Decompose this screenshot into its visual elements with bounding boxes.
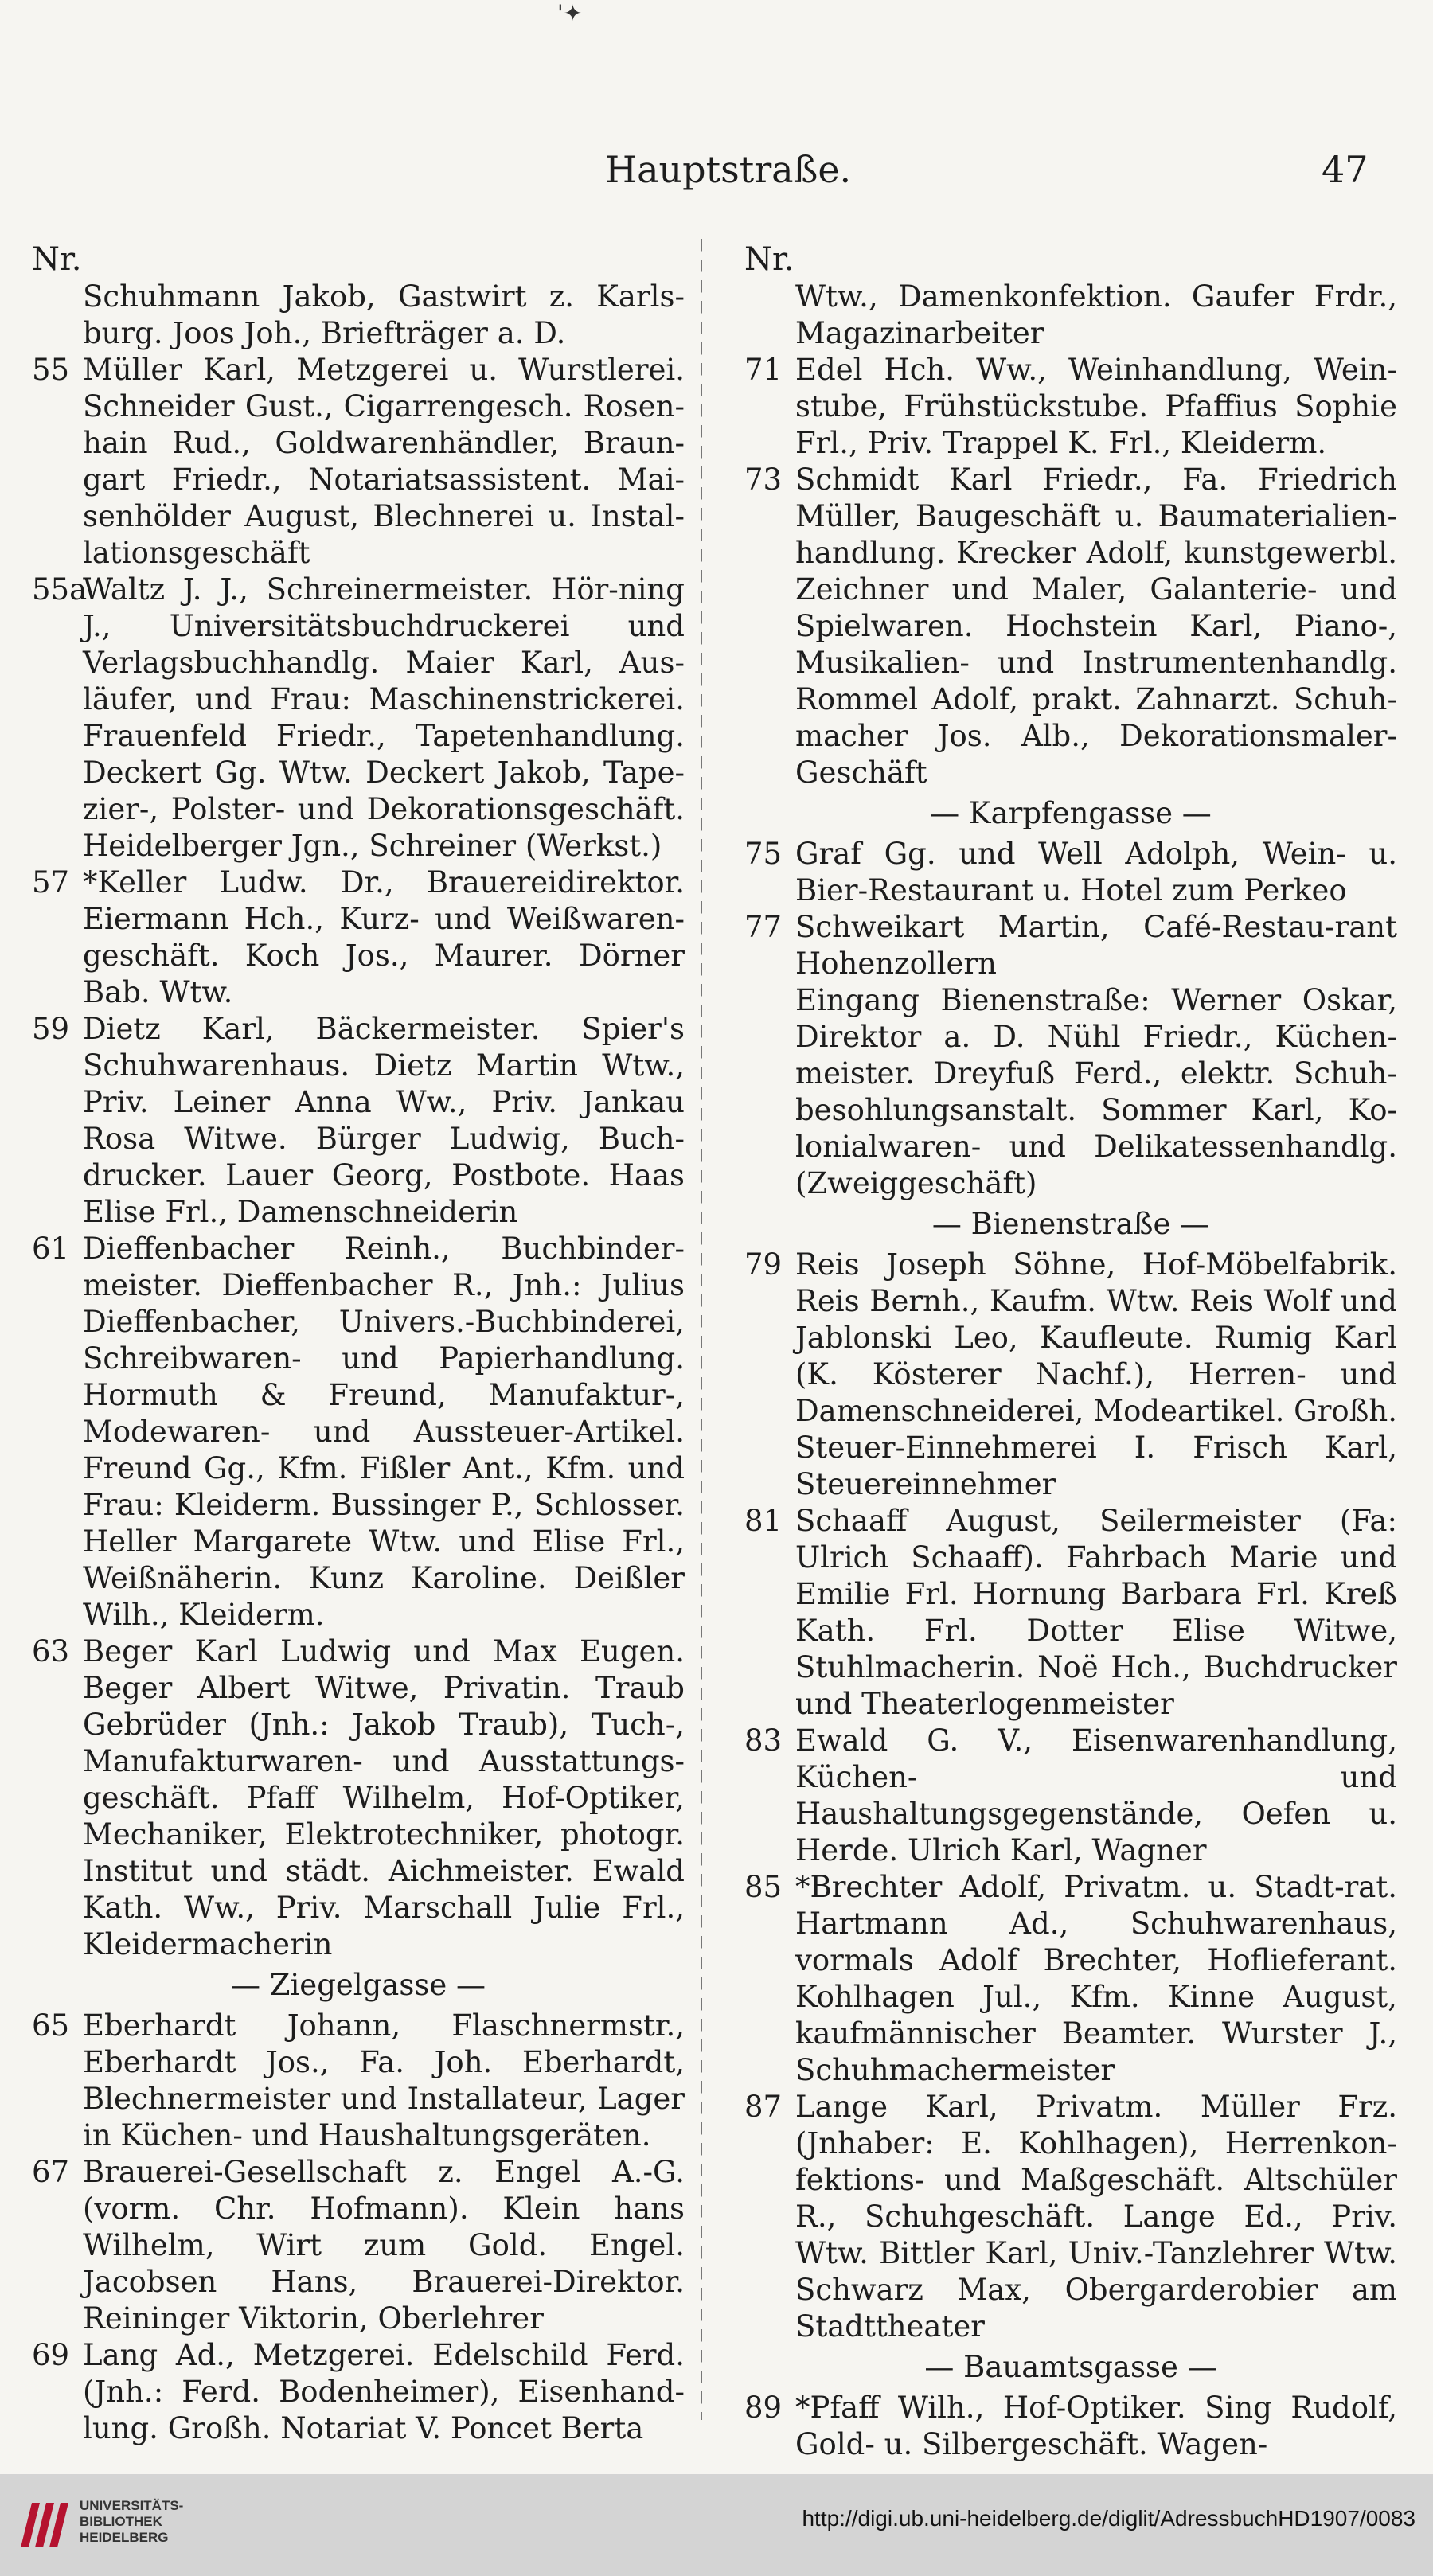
- left-column: [32, 240, 685, 2447]
- entry-text: Eingang Bienenstraße: Werner Oskar, Direktor a. D. Nühl Friedr., Küchen-meister. Dreyfuß Ferd., elektr. Schuh-besohlungsanstalt. Sommer Karl, Ko-lonialwaren- und Delikatessenhandlg. (Zweiggeschäft): [795, 983, 1397, 1200]
- right-entries: [744, 279, 1397, 2463]
- entry-text: Dieffenbacher Reinh., Buchbinder-meister. Dieffenbacher R., Jnh.: Julius Dieffenbacher, Univers.-Buchbinderei, Schreibwaren- und Papierhandlung. Hormuth & Freund, Manufaktur-, Modewaren- und Aussteuer-Artikel. Freund Gg., Kfm. Fißler Ant., Kfm. und Frau: Kleiderm. Bussinger P., Schlosser. Heller Margarete Wtw. und Elise Frl., Weißnäherin. Kunz Karoline. Deißler Wilh., Kleiderm.: [83, 1231, 685, 1632]
- library-name-line: HEIDELBERG: [80, 2530, 169, 2545]
- entry-text: Schmidt Karl Friedr., Fa. Friedrich Müller, Baugeschäft u. Baumaterialien-handlung. Krecker Adolf, kunstgewerbl. Zeichner und Maler, Galanterie- und Spielwaren. Hochstein Karl, Piano-, Musikalien- und Instrumentenhandlg. Rommel Adolf, prakt. Zahnarzt. Schuh-macher Jos. Alb., Dekorationsmaler-Geschäft: [795, 463, 1397, 790]
- entry-text: Schweikart Martin, Café-Restau-rant Hohenzollern: [795, 910, 1397, 981]
- footer-bar: [0, 2474, 1433, 2576]
- house-number: 71: [744, 353, 783, 387]
- address-entry: [744, 2089, 1397, 2345]
- house-number: 75: [744, 837, 783, 871]
- house-number: 77: [744, 910, 783, 944]
- house-number: 81: [744, 1504, 783, 1538]
- house-number: 61: [32, 1231, 70, 1266]
- entry-text: Ewald G. V., Eisenwarenhandlung, Küchen- und Haushaltungsgegenstände, Oefen u. Herde. Ulrich Karl, Wagner: [795, 1723, 1397, 1868]
- entry-text: Waltz J. J., Schreinermeister. Hör-ning J., Universitätsbuchdruckerei und Verlagsbuchhandlg. Maier Karl, Aus-läufer, und Frau: Maschinenstrickerei. Frauenfeld Friedr., Tapetenhandlung. Deckert Gg. Wtw. Deckert Jakob, Tape-zier-, Polster- und Dekorationsgeschäft. Heidelberger Jgn., Schreiner (Werkst.): [83, 572, 685, 863]
- library-name-line: BIBLIOTHEK: [80, 2514, 162, 2529]
- entry-text: Schuhmann Jakob, Gastwirt z. Karls-burg. Joos Joh., Briefträger a. D.: [83, 279, 685, 350]
- street-heading: — Karpfengasse —: [930, 796, 1212, 830]
- address-entry: [744, 1723, 1397, 1869]
- entry-text: Beger Karl Ludwig und Max Eugen. Beger Albert Witwe, Privatin. Traub Gebrüder (Jnh.: Jakob Traub), Tuch-, Manufakturwaren- und Ausstattungs-geschäft. Pfaff Wilhelm, Hof-Optiker, Mechaniker, Elektrotechniker, photogr. Institut und städt. Aichmeister. Ewald Kath. Ww., Priv. Marschall Julie Frl., Kleidermacherin: [83, 1634, 685, 1961]
- entry-text: Reis Joseph Söhne, Hof-Möbelfabrik. Reis Bernh., Kaufm. Wtw. Reis Wolf und Jablonski Leo, Kaufleute. Rumig Karl (K. Kösterer Nachf.), Herren- und Damenschneiderei, Modeartikel. Großh. Steuer-Einnehmerei I. Frisch Karl, Steuereinnehmer: [795, 1247, 1397, 1501]
- address-entry: [744, 352, 1397, 462]
- house-number: 59: [32, 1012, 70, 1046]
- street-heading: — Ziegelgasse —: [231, 1968, 486, 2002]
- library-name-line: UNIVERSITÄTS-: [80, 2498, 184, 2513]
- address-entry: [32, 279, 685, 352]
- entry-text: Müller Karl, Metzgerei u. Wurstlerei. Schneider Gust., Cigarrengesch. Rosen-hain Rud., Goldwarenhändler, Braun-gart Friedr., Notariatsassistent. Mai-senhölder August, Blechnerei u. Instal-lationsgeschäft: [83, 353, 685, 570]
- street-heading: — Bienenstraße —: [931, 1207, 1210, 1241]
- entry-text: Brauerei-Gesellschaft z. Engel A.-G. (vorm. Chr. Hofmann). Klein hans Wilhelm, Wirt zum Gold. Engel. Jacobsen Hans, Brauerei-Direktor. Reininger Viktorin, Oberlehrer: [83, 2155, 685, 2336]
- house-number: 87: [744, 2090, 783, 2124]
- library-name: [80, 2498, 183, 2546]
- address-entry: [744, 909, 1397, 982]
- house-number: 73: [744, 463, 783, 497]
- entry-text: Dietz Karl, Bäckermeister. Spier's Schuhwarenhaus. Dietz Martin Wtw., Priv. Leiner Anna Ww., Priv. Jankau Rosa Witwe. Bürger Ludwig, Buch-drucker. Lauer Georg, Postbote. Haas Elise Frl., Damenschneiderin: [83, 1012, 685, 1229]
- house-number: 55a: [32, 572, 88, 607]
- column-divider: [701, 239, 702, 2420]
- house-number: 79: [744, 1247, 783, 1282]
- address-entry: [32, 352, 685, 572]
- top-mark: '✦: [557, 0, 583, 26]
- address-entry: [32, 1011, 685, 1231]
- address-entry: [32, 1633, 685, 1963]
- university-library-logo-icon: [16, 2492, 72, 2558]
- street-heading: — Bauamtsgasse —: [924, 2350, 1217, 2384]
- left-nr-heading: Nr.: [32, 241, 82, 278]
- address-entry: [32, 572, 685, 865]
- page-header: [0, 148, 1433, 204]
- house-number: 85: [744, 1870, 783, 1904]
- address-entry: [744, 836, 1397, 909]
- address-entry: [744, 1503, 1397, 1723]
- entry-text: Lang Ad., Metzgerei. Edelschild Ferd. (Jnh.: Ferd. Bodenheimer), Eisenhand-lung. Großh. Notariat V. Poncet Berta: [83, 2338, 685, 2445]
- entry-text: Graf Gg. und Well Adolph, Wein- u. Bier-Restaurant u. Hotel zum Perkeo: [795, 837, 1397, 907]
- address-entry: [744, 1869, 1397, 2089]
- house-number: 65: [32, 2008, 70, 2043]
- house-number: 57: [32, 865, 70, 900]
- left-entries: [32, 279, 685, 2447]
- entry-text: Edel Hch. Ww., Weinhandlung, Wein-stube, Frühstückstube. Pfaffius Sophie Frl., Priv. Trappel K. Frl., Kleiderm.: [795, 353, 1397, 460]
- address-entry: [32, 1231, 685, 1633]
- address-entry: [32, 2337, 685, 2447]
- address-entry: [744, 279, 1397, 352]
- source-url-link[interactable]: http://digi.ub.uni-heidelberg.de/diglit/AdressbuchHD1907/0083: [802, 2506, 1415, 2531]
- house-number: 63: [32, 1634, 70, 1669]
- right-column: [744, 240, 1397, 2463]
- entry-text: *Brechter Adolf, Privatm. u. Stadt-rat. Hartmann Ad., Schuhwarenhaus, vormals Adolf Brechter, Hoflieferant. Kohlhagen Jul., Kfm. Kinne August, kaufmännischer Beamter. Wurster J., Schuhmachermeister: [795, 1870, 1397, 2087]
- entry-text: Schaaff August, Seilermeister (Fa: Ulrich Schaaff). Fahrbach Marie und Emilie Frl. Hornung Barbara Frl. Kreß Kath. Frl. Dotter Elise Witwe, Stuhlmacherin. Noë Hch., Buchdrucker und Theaterlogenmeister: [795, 1504, 1397, 1721]
- address-entry: [32, 2008, 685, 2154]
- running-title: Hauptstraße.: [605, 148, 852, 191]
- house-number: 55: [32, 353, 70, 387]
- house-number: 67: [32, 2155, 70, 2189]
- address-entry: [744, 2390, 1397, 2463]
- entry-text: *Keller Ludw. Dr., Brauereidirektor. Eiermann Hch., Kurz- und Weißwaren-geschäft. Koch Jos., Maurer. Dörner Bab. Wtw.: [83, 865, 685, 1009]
- address-entry: [744, 982, 1397, 1202]
- address-entry: [32, 865, 685, 1011]
- page-number: 47: [1322, 148, 1369, 191]
- entry-text: Lange Karl, Privatm. Müller Frz. (Jnhaber: E. Kohlhagen), Herrenkon-fektions- und Maßgeschäft. Altschüler R., Schuhgeschäft. Lange Ed., Priv. Wtw. Bittler Karl, Univ.-Tanzlehrer Wtw. Schwarz Max, Obergarderobier am Stadttheater: [795, 2090, 1397, 2344]
- house-number: 89: [744, 2391, 783, 2425]
- entry-text: *Pfaff Wilh., Hof-Optiker. Sing Rudolf, Gold- u. Silbergeschäft. Wagen-: [795, 2391, 1397, 2461]
- address-entry: [744, 462, 1397, 791]
- house-number: 69: [32, 2338, 70, 2372]
- entry-text: Wtw., Damenkonfektion. Gaufer Frdr., Magazinarbeiter: [795, 279, 1397, 350]
- house-number: 83: [744, 1723, 783, 1758]
- entry-text: Eberhardt Johann, Flaschnermstr., Eberhardt Jos., Fa. Joh. Eberhardt, Blechnermeister und Installateur, Lager in Küchen- und Haushaltungsgeräten.: [83, 2008, 685, 2153]
- right-nr-heading: Nr.: [744, 241, 795, 278]
- address-entry: [32, 2154, 685, 2337]
- address-entry: [744, 1247, 1397, 1503]
